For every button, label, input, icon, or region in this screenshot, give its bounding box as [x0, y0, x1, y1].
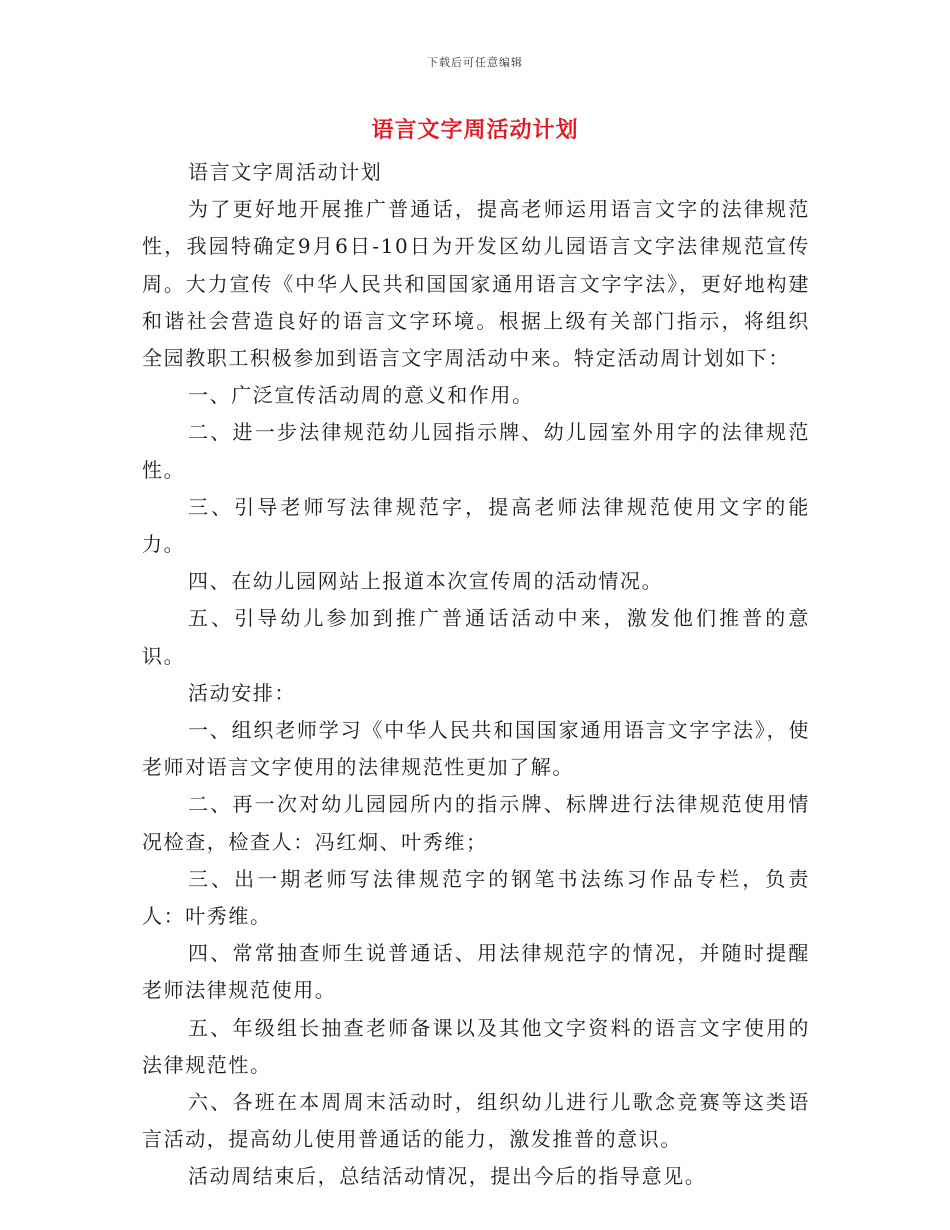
goal-item-3: 三、引导老师写法律规范字，提高老师法律规范使用文字的能力。: [142, 494, 810, 557]
arrangement-item-4: 四、常常抽查师生说普通话、用法律规范字的情况，并随时提醒老师法律规范使用。: [142, 941, 810, 1003]
arrangement-item-3: 三、出一期老师写法律规范字的钢笔书法练习作品专栏，负责人：叶秀维。: [142, 866, 810, 929]
goal-item-5: 五、引导幼儿参加到推广普通话活动中来，激发他们推普的意识。: [142, 606, 810, 668]
arrangement-item-5: 五、年级组长抽查老师备课以及其他文字资料的语言文字使用的法律规范性。: [142, 1015, 810, 1077]
arrangement-item-2: 二、再一次对幼儿园园所内的指示牌、标牌进行法律规范使用情况检查，检查人：冯红炯、叶秀维；: [142, 792, 810, 854]
paragraph-intro: 为了更好地开展推广普通话，提高老师运用语言文字的法律规范性，我园特确定9月6日-10日为开发区幼儿园语言文字法律规范宣传周。大力宣传《中华人民共和国国家通用语言文字字法》，更好地构建和谐社会营造良好的语言文字环境。根据上级有关部门指示，将组织全园教职工积极参加到语言文字周活动中来。特定活动周计划如下：: [142, 197, 810, 371]
paragraph-conclusion: 活动周结束后，总结活动情况，提出今后的指导意见。: [188, 1164, 707, 1189]
goal-item-2: 二、进一步法律规范幼儿园指示牌、幼儿园室外用字的法律规范性。: [142, 420, 810, 482]
goal-item-1: 一、广泛宣传活动周的意义和作用。: [188, 383, 534, 408]
goal-item-4: 四、在幼儿园网站上报道本次宣传周的活动情况。: [188, 569, 664, 594]
paragraph-subtitle: 语言文字周活动计划: [188, 160, 383, 184]
arrangement-heading: 活动安排：: [188, 680, 296, 705]
arrangement-item-1: 一、组织老师学习《中华人民共和国国家通用语言文字字法》，使老师对语言文字使用的法律规范性更加了解。: [142, 718, 810, 780]
document-body: [142, 154, 810, 1196]
header-note: 下载后可任意编辑: [427, 56, 523, 69]
document-title: 语言文字周活动计划: [371, 118, 579, 143]
arrangement-item-6: 六、各班在本周周末活动时，组织幼儿进行儿歌念竞赛等这类语言活动，提高幼儿使用普通话的能力，激发推普的意识。: [142, 1090, 810, 1152]
